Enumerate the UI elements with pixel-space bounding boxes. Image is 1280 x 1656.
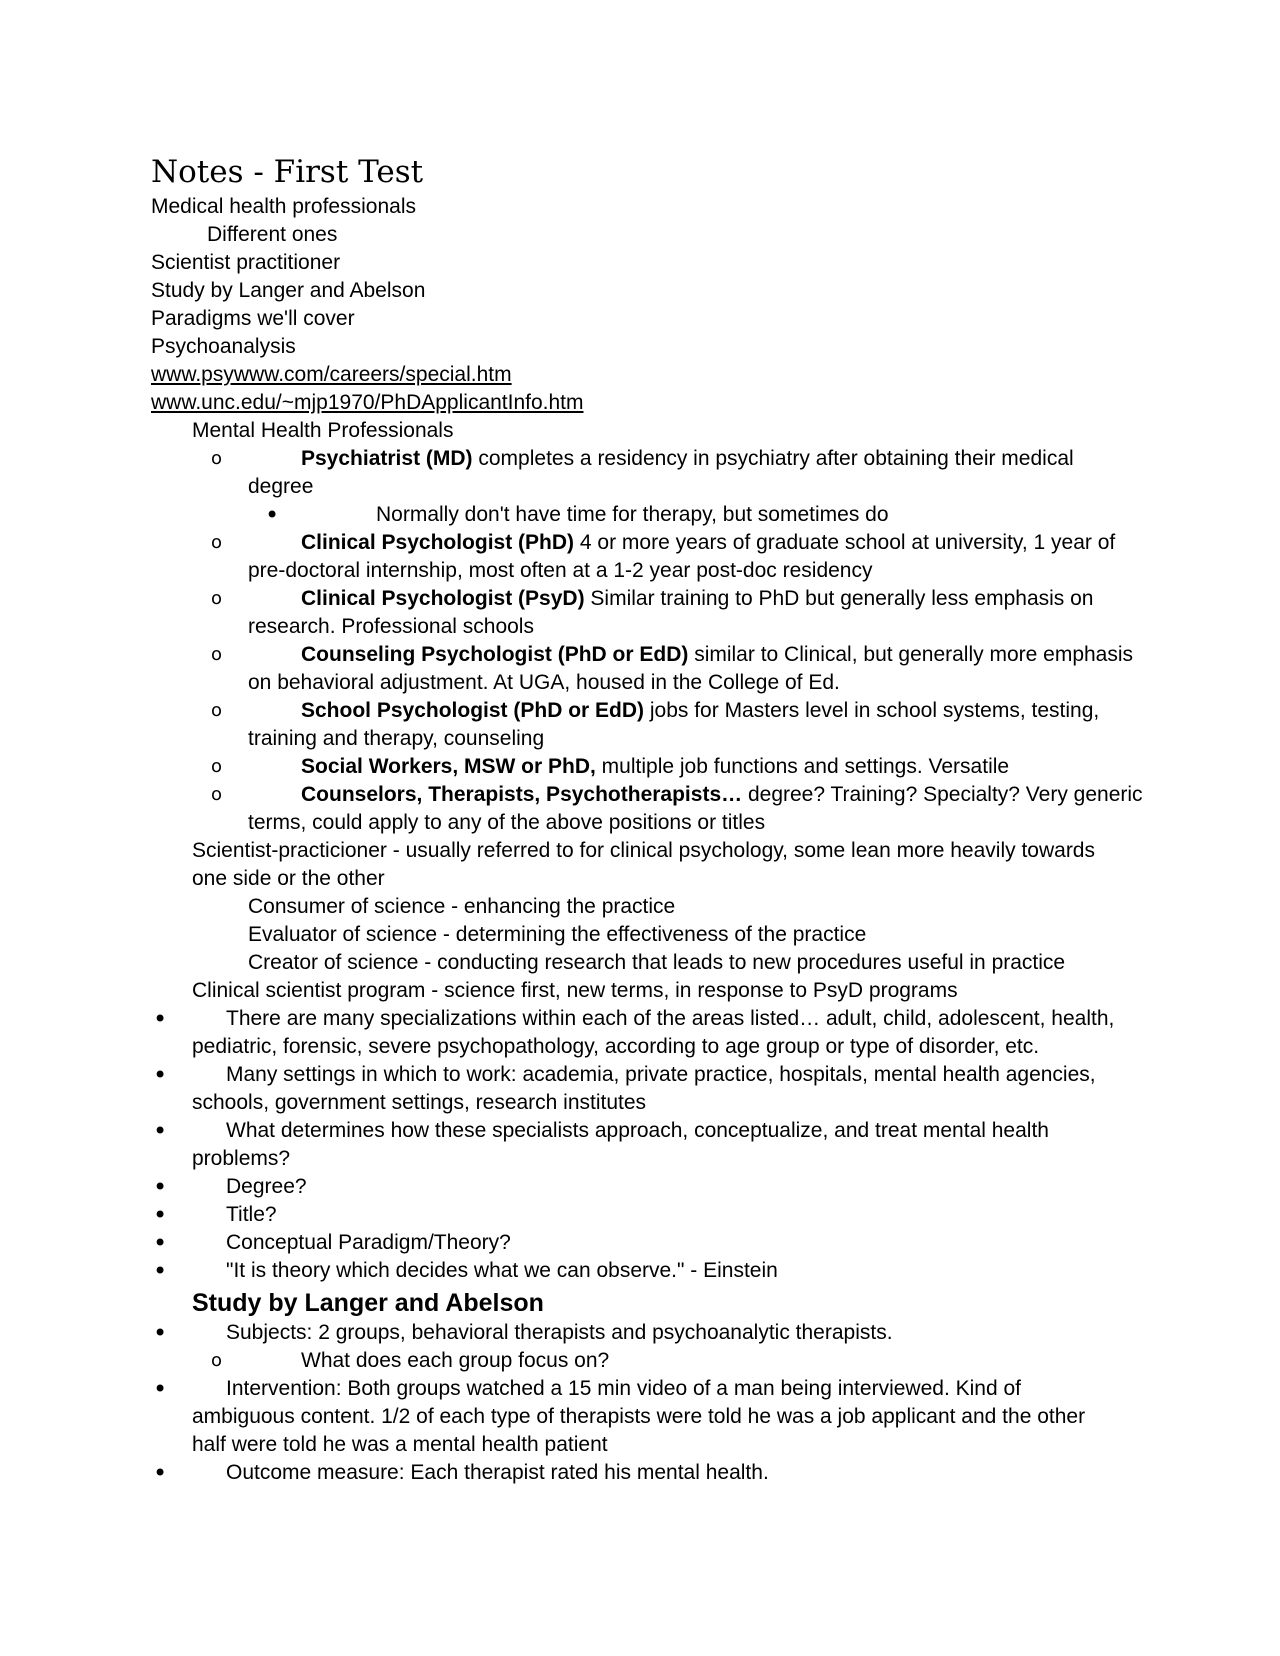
counselors-label: Counselors, Therapists, Psychotherapists… <box>301 783 743 806</box>
social-line <box>301 753 1009 781</box>
circle-marker: o <box>211 784 223 805</box>
circle-marker: o <box>211 756 223 777</box>
school-cont: training and therapy, counseling <box>248 727 545 750</box>
phd-cont: pre-doctoral internship, most often at a 1-2 year post-doc residency <box>248 559 873 582</box>
social-text: multiple job functions and settings. Versatile <box>595 755 1010 778</box>
outline-different-ones: Different ones <box>207 223 338 246</box>
sp-evaluator: Evaluator of science - determining the effectiveness of the practice <box>248 923 867 946</box>
bullet-determines-cont: problems? <box>192 1147 291 1170</box>
outline-scientist-practitioner: Scientist practitioner <box>151 251 341 274</box>
circle-marker: o <box>211 532 223 553</box>
psyd-cont: research. Professional schools <box>248 615 534 638</box>
bullet-specializations-cont: pediatric, forensic, severe psychopathology, according to age group or type of disorder, etc. <box>192 1035 1040 1058</box>
sp-line-2: one side or the other <box>192 867 385 890</box>
bullet-title: Title? <box>226 1203 277 1226</box>
link-unc[interactable]: www.unc.edu/~mjp1970/PhDApplicantInfo.htm <box>151 391 584 414</box>
outline-study: Study by Langer and Abelson <box>151 279 426 302</box>
circle-marker: o <box>211 588 223 609</box>
circle-marker: o <box>211 700 223 721</box>
bullet-determines: What determines how these specialists approach, conceptualize, and treat mental health <box>226 1119 1049 1142</box>
psyd-label: Clinical Psychologist (PsyD) <box>301 587 585 610</box>
counselors-text: degree? Training? Specialty? Very generic <box>742 783 1143 806</box>
bullet-marker: • <box>153 1173 168 1201</box>
psyd-text: Similar training to PhD but generally less emphasis on <box>584 587 1094 610</box>
school-line <box>301 697 1099 725</box>
outline-paradigms: Paradigms we'll cover <box>151 307 355 330</box>
phd-line <box>301 529 1115 557</box>
outline-psychoanalysis: Psychoanalysis <box>151 335 296 358</box>
bullet-marker: • <box>153 1117 168 1145</box>
sp-line-1: Scientist-practicioner - usually referred to for clinical psychology, some lean more heavily towards <box>192 839 1095 862</box>
study-intervention-2: ambiguous content. 1/2 of each type of therapists were told he was a job applicant and the other <box>192 1405 1086 1428</box>
page-title: Notes - First Test <box>151 154 424 190</box>
social-label: Social Workers, MSW or PhD, <box>301 755 596 778</box>
sp-consumer: Consumer of science - enhancing the practice <box>248 895 676 918</box>
counseling-cont: on behavioral adjustment. At UGA, housed in the College of Ed. <box>248 671 840 694</box>
outline-medical-health-professionals: Medical health professionals <box>151 195 416 218</box>
psychiatrist-label: Psychiatrist (MD) <box>301 447 473 470</box>
bullet-marker: • <box>153 1257 168 1285</box>
bullet-marker: • <box>153 1005 168 1033</box>
circle-marker: o <box>211 644 223 665</box>
counseling-text: similar to Clinical, but generally more emphasis <box>688 643 1134 666</box>
bullet-degree: Degree? <box>226 1175 307 1198</box>
bullet-marker: • <box>153 1201 168 1229</box>
psyd-line <box>301 585 1094 613</box>
bullet-marker: • <box>153 1061 168 1089</box>
bullet-specializations: There are many specializations within each of the areas listed… adult, child, adolescent, health, <box>226 1007 1115 1030</box>
psychiatrist-sub: Normally don't have time for therapy, but sometimes do <box>376 503 889 526</box>
school-label: School Psychologist (PhD or EdD) <box>301 699 645 722</box>
study-outcome: Outcome measure: Each therapist rated his mental health. <box>226 1461 769 1484</box>
psychiatrist-text: completes a residency in psychiatry after obtaining their medical <box>472 447 1074 470</box>
counselors-line <box>301 781 1143 809</box>
study-intervention-3: half were told he was a mental health patient <box>192 1433 608 1456</box>
bullet-marker: • <box>265 501 280 529</box>
bullet-paradigm: Conceptual Paradigm/Theory? <box>226 1231 511 1254</box>
circle-marker: o <box>211 448 223 469</box>
phd-label: Clinical Psychologist (PhD) <box>301 531 575 554</box>
counselors-cont: terms, could apply to any of the above positions or titles <box>248 811 766 834</box>
sp-clinical-scientist: Clinical scientist program - science first, new terms, in response to PsyD programs <box>192 979 958 1002</box>
bullet-settings-cont: schools, government settings, research institutes <box>192 1091 647 1114</box>
study-heading: Study by Langer and Abelson <box>192 1289 544 1317</box>
mhp-heading: Mental Health Professionals <box>192 419 454 442</box>
bullet-marker: • <box>153 1319 168 1347</box>
study-focus: What does each group focus on? <box>301 1349 610 1372</box>
bullet-marker: • <box>153 1229 168 1257</box>
counseling-line <box>301 641 1133 669</box>
study-intervention-1: Intervention: Both groups watched a 15 min video of a man being interviewed. Kind of <box>226 1377 1021 1400</box>
phd-text: 4 or more years of graduate school at university, 1 year of <box>574 531 1116 554</box>
bullet-marker: • <box>153 1375 168 1403</box>
psychiatrist-line <box>301 445 1074 473</box>
bullet-settings: Many settings in which to work: academia, private practice, hospitals, mental health agencies, <box>226 1063 1096 1086</box>
school-text: jobs for Masters level in school systems, testing, <box>644 699 1100 722</box>
counseling-label: Counseling Psychologist (PhD or EdD) <box>301 643 689 666</box>
circle-marker: o <box>211 1350 223 1371</box>
psychiatrist-cont: degree <box>248 475 314 498</box>
bullet-marker: • <box>153 1459 168 1487</box>
link-psywww[interactable]: www.psywww.com/careers/special.htm <box>151 363 512 386</box>
bullet-einstein-quote: "It is theory which decides what we can observe." - Einstein <box>226 1259 778 1282</box>
study-subjects: Subjects: 2 groups, behavioral therapists and psychoanalytic therapists. <box>226 1321 893 1344</box>
sp-creator: Creator of science - conducting research that leads to new procedures useful in practice <box>248 951 1066 974</box>
